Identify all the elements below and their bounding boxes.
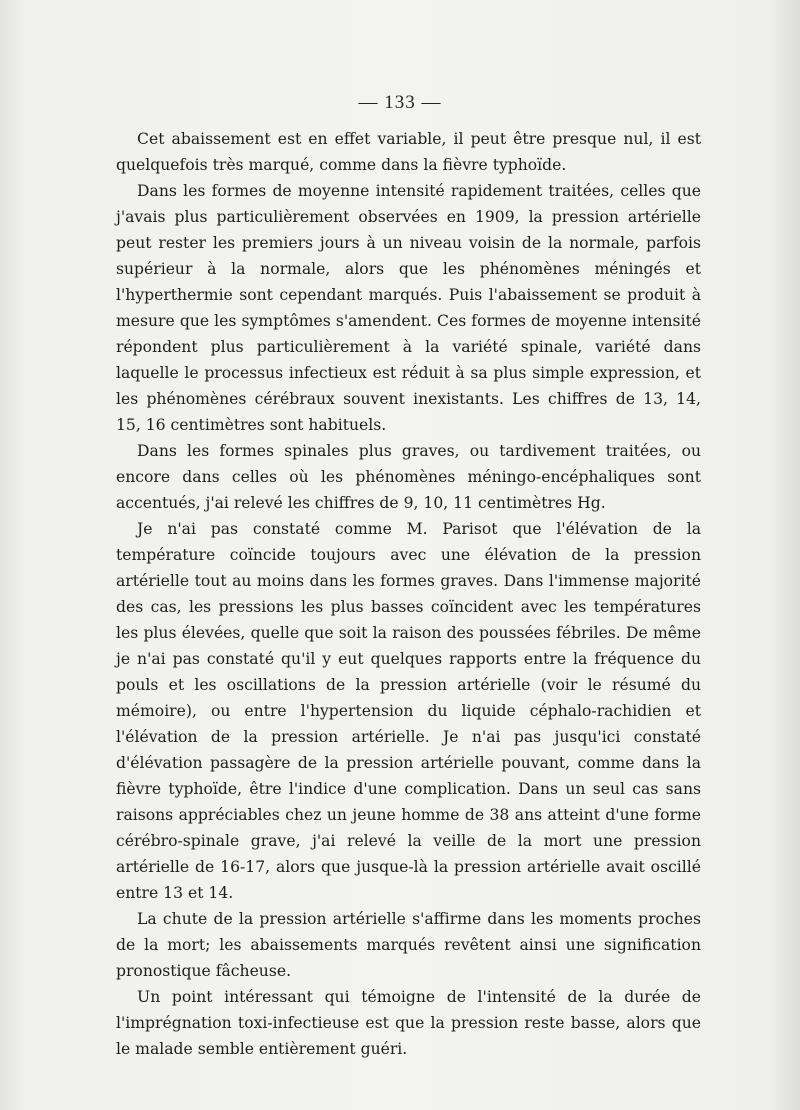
paragraph-abaissement-variable: Cet abaissement est en effet variable, il peut être presque nul, il est quelquefois très marqué, comme dans la fièvre typhoïde. [116,130,701,174]
paragraph-formes-spinales-graves: Dans les formes spinales plus graves, ou tardivement traitées, ou encore dans celles où les phénomènes méningo-encéphaliques sont accentués, j'ai relevé les chiffres de 9, 10, 11 centimètres Hg. [116,442,701,512]
paragraph-temperature-pression: Je n'ai pas constaté comme M. Parisot que l'élévation de la température coïncide toujours avec une élévation de la pression artérielle tout au moins dans les formes graves. Dans l'immense majorité des cas, les pressions les plus basses coïncident avec les températures les plus élevées, quelle que soit la raison des poussées fébriles. De même je n'ai pas constaté qu'il y eut quelques rapports entre la fréquence du pouls et les oscillations de la pression artérielle (voir le résumé du mémoire), ou entre l'hypertension du liquide céphalo-rachidien et l'élévation de la pression artérielle. Je n'ai pas jusqu'ici constaté d'élévation passagère de la pression artérielle pouvant, comme dans la fièvre typhoïde, être l'indice d'une complication. Dans un seul cas sans raisons appréciables chez un jeune homme de 38 ans atteint d'une forme cérébro-spinale grave, j'ai relevé la veille de la mort une pression artérielle de 16-17, alors que jusque-là la pression artérielle avait oscillé entre 13 et 14. [116,520,701,902]
paragraph-formes-moyenne-intensite: Dans les formes de moyenne intensité rapidement traitées, celles que j'avais plus particulièrement observées en 1909, la pression artérielle peut rester les premiers jours à un niveau voisin de la normale, parfois supérieur à la normale, alors que les phénomènes méningés et l'hyperthermie sont cependant marqués. Puis l'abaissement se produit à mesure que les symptômes s'amendent. Ces formes de moyenne intensité répondent plus particulièrement à la variété spinale, variété dans laquelle le processus infectieux est réduit à sa plus simple expression, et les phénomènes cérébraux souvent inexistants. Les chiffres de 13, 14, 15, 16 centimètres sont habituels. [116,182,701,434]
paragraph-chute-pression: La chute de la pression artérielle s'affirme dans les moments proches de la mort; les abaissements marqués revêtent ainsi une signification pronostique fâcheuse. [116,910,701,980]
page-number: — 133 — [358,92,442,113]
body-text [116,126,701,1062]
paragraph-impregnation-toxi-infectieuse: Un point intéressant qui témoigne de l'intensité de la durée de l'imprégnation toxi-infectieuse est que la pression reste basse, alors que le malade semble entièrement guéri. [116,988,701,1058]
